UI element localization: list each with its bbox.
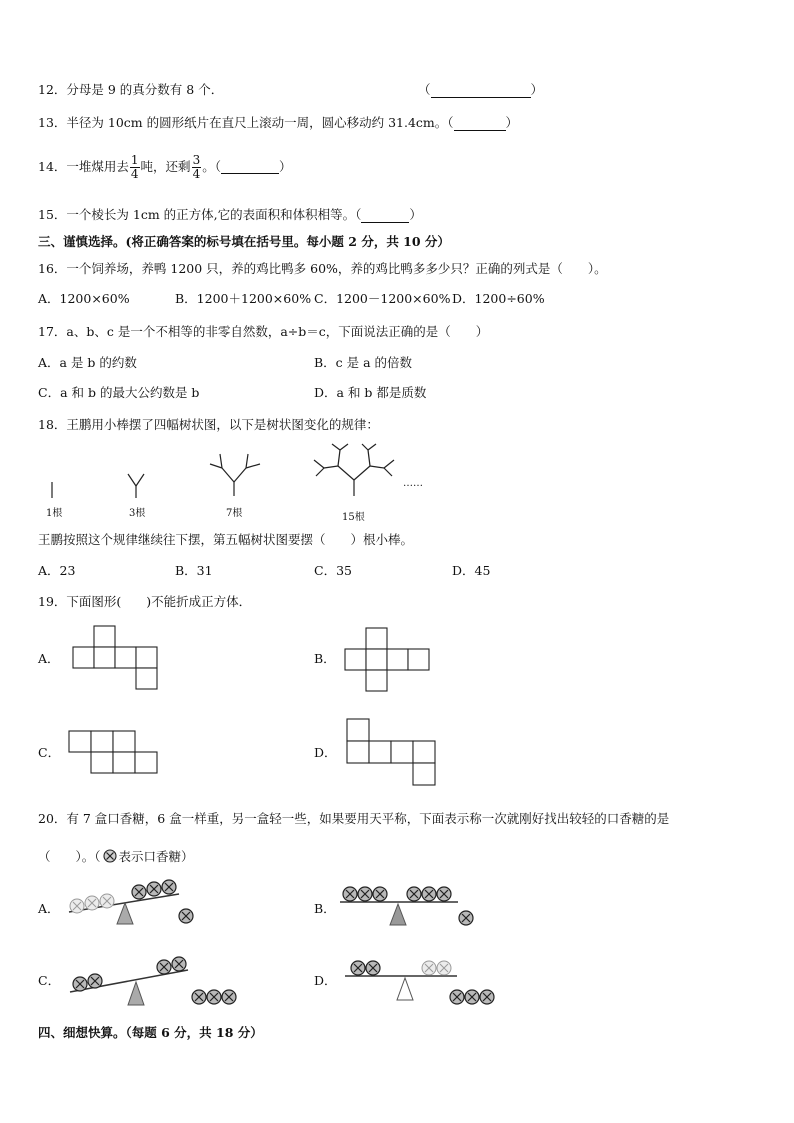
q16-option-a[interactable]: A．1200×60% xyxy=(38,291,130,306)
q18-option-b[interactable]: B．31 xyxy=(175,563,213,578)
q16-option-c[interactable]: C．1200－1200×60% xyxy=(314,291,451,306)
q18-text-2: 王鹏按照这个规律继续往下摆，第五幅树状图要摆（ ）根小棒。 xyxy=(38,532,414,547)
q15-close-paren: ） xyxy=(409,207,422,222)
q19-option-d-label[interactable]: D． xyxy=(314,745,337,760)
q15-question xyxy=(38,207,422,223)
q13-text: 13．半径为 10cm 的圆形纸片在直尺上滚动一周，圆心移动约 31.4cm。（ xyxy=(38,115,454,130)
q20-balance-a[interactable] xyxy=(65,878,205,938)
q16-option-d[interactable]: D．1200÷60% xyxy=(452,291,545,306)
q20-balance-c[interactable] xyxy=(68,950,258,1010)
q17-text: 17．a、b、c 是一个不相等的非零自然数，a÷b＝c，下面说法正确的是（ ） xyxy=(38,324,489,339)
q19-text: 19．下面图形( )不能折成正方体． xyxy=(38,594,252,609)
q20-balance-b[interactable] xyxy=(340,880,490,940)
q16-text: 16．一个饲养场，养鸭 1200 只，养的鸡比鸭多 60%，养的鸡比鸭多多少只？正确的列式是（ ）。 xyxy=(38,261,607,276)
q19-option-c-label[interactable]: C． xyxy=(38,745,61,760)
q18-option-c[interactable]: C．35 xyxy=(314,563,352,578)
gum-legend-icon xyxy=(103,849,117,863)
q20-text: 20．有 7 盒口香糖，6 盒一样重，另一盒轻一些，如果要用天平称，下面表示称一次就刚好找出较轻的口香糖的是 xyxy=(38,811,670,826)
q14-post: 。（ xyxy=(202,159,221,174)
tree-4 xyxy=(314,444,394,496)
q15-text: 15．一个棱长为 1cm 的正方体,它的表面积和体积相等。（ xyxy=(38,207,362,222)
q14-close-paren: ） xyxy=(278,159,292,174)
q20-text-2a: （ ）。（ xyxy=(38,849,101,864)
q17-option-b[interactable]: B．c 是 a 的倍数 xyxy=(314,355,413,370)
q14-blank[interactable] xyxy=(221,161,279,174)
q12-answer-slot[interactable] xyxy=(418,82,543,98)
section-4-heading: 四、细想快算。（每题 6 分，共 18 分） xyxy=(38,1025,263,1040)
q14-f2-denominator: 4 xyxy=(192,167,201,181)
tree-label-1: 1根 xyxy=(46,508,63,519)
q19-net-b[interactable] xyxy=(345,627,435,697)
q18-text: 18．王鹏用小棒摆了四幅树状图，以下是树状图变化的规律： xyxy=(38,417,379,432)
q19-option-b-label[interactable]: B． xyxy=(314,651,336,666)
q20-option-a-label[interactable]: A． xyxy=(38,901,60,916)
q17-option-c[interactable]: C．a 和 b 的最大公约数是 b xyxy=(38,385,200,400)
q13-close-paren: ） xyxy=(505,115,519,130)
q20-option-b-label[interactable]: B． xyxy=(314,901,336,916)
q20-option-d-label[interactable]: D． xyxy=(314,973,337,988)
q18-option-a[interactable]: A．23 xyxy=(38,563,76,578)
q19-net-d[interactable] xyxy=(347,718,442,790)
q20-balance-d[interactable] xyxy=(345,950,515,1010)
tree-ellipsis: …… xyxy=(403,478,423,489)
q12-close-paren: ） xyxy=(530,82,544,97)
q12-blank xyxy=(431,85,531,98)
q15-blank[interactable] xyxy=(361,210,409,223)
q14-f1-numerator: 1 xyxy=(130,153,139,167)
q18-option-d[interactable]: D．45 xyxy=(452,563,491,578)
q14-pre: 14．一堆煤用去 xyxy=(38,159,129,174)
q20-line-2 xyxy=(38,849,194,865)
q17-option-d[interactable]: D．a 和 b 都是质数 xyxy=(314,385,427,400)
q19-net-c[interactable] xyxy=(69,730,169,780)
q20-option-c-label[interactable]: C． xyxy=(38,973,61,988)
q14-f2-numerator: 3 xyxy=(192,153,201,167)
q12-open-paren: （ xyxy=(418,82,431,97)
q14-fraction-1 xyxy=(130,154,140,181)
tree-label-3: 7根 xyxy=(226,508,243,519)
tree-label-2: 3根 xyxy=(129,508,146,519)
q12-text: 12．分母是 9 的真分数有 8 个． xyxy=(38,82,224,97)
q19-option-a-label[interactable]: A． xyxy=(38,651,60,666)
q16-option-b[interactable]: B．1200＋1200×60% xyxy=(175,291,312,306)
q13-question xyxy=(38,115,518,131)
q20-text-2b: 表示口香糖） xyxy=(118,849,194,864)
tree-label-4: 15根 xyxy=(342,512,365,523)
q14-question xyxy=(38,152,291,182)
q19-net-a[interactable] xyxy=(73,625,163,695)
section-3-heading: 三、谨慎选择。(将正确答案的标号填在括号里。每小题 2 分，共 10 分） xyxy=(38,234,450,249)
q14-fraction-2 xyxy=(192,154,202,181)
q14-f1-denominator: 4 xyxy=(130,167,139,181)
tree-3 xyxy=(210,454,260,496)
q17-option-a[interactable]: A．a 是 b 的约数 xyxy=(38,355,137,370)
q14-mid: 吨，还剩 xyxy=(140,159,191,174)
q13-blank[interactable] xyxy=(454,118,506,131)
tree-2 xyxy=(128,474,144,498)
